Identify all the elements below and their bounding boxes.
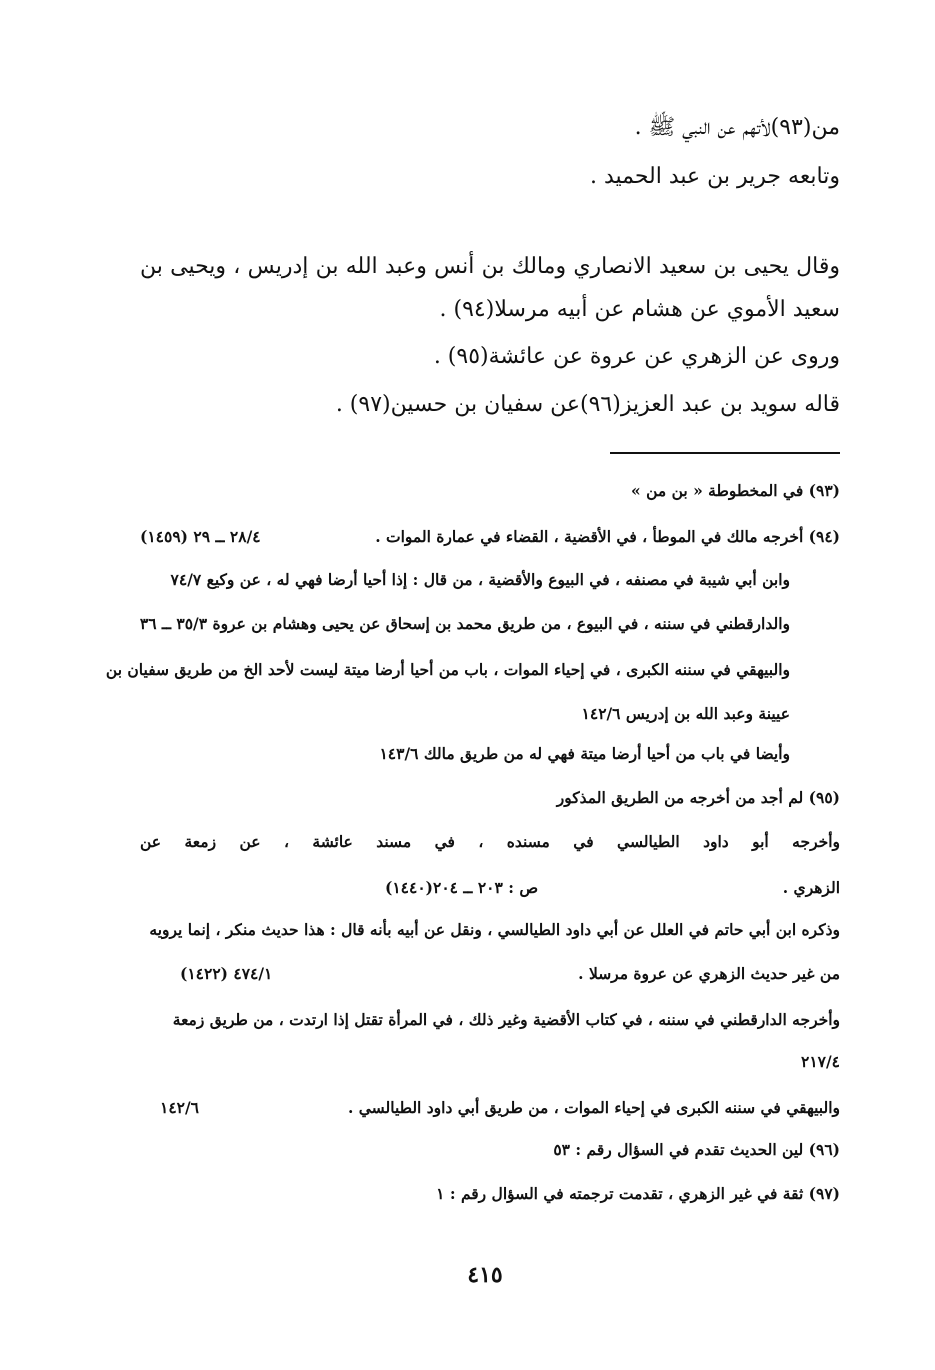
footnote-line: والدارقطني في سننه ، في البيوع ، من طريق محمد بن إسحاق عن يحيى وهشام بن عروة ٣٥/٣ ــ ٣٦	[139, 614, 790, 633]
footnote-reference: ٤٧٤/١ (١٤٢٢)	[180, 964, 273, 983]
footnote-line: الزهري .	[782, 878, 840, 897]
footnote-line: وأخرجه الدارقطني في سننه ، في كتاب الأقضية وغير ذلك ، في المرأة تقتل إذا ارتدت ، من طريق زمعة	[172, 1010, 840, 1029]
footnote-line: عيينة وعبد الله بن إدريس ١٤٢/٦	[581, 704, 790, 723]
main-text-line: وتابعه جرير بن عبد الحميد .	[589, 164, 840, 189]
footnote-line: والبيهقي في سننه الكبرى ، في إحياء الموات ، باب من أحيا أرضا ميتة ليست لأحد الخ من طريق سفيان بن	[105, 660, 790, 679]
footnote-reference: ١٤٢/٦	[160, 1098, 199, 1117]
footnote-separator	[610, 452, 840, 454]
footnote-reference: ٢٨/٤ ــ ٢٩ (١٤٥٩)	[140, 527, 261, 546]
footnote-line: وابن أبي شيبة في مصنفه ، في البيوع والأقضية ، من قال : إذا أحيا أرضا فهي له ، عن وكيع ٧٤/٧	[170, 570, 790, 589]
main-text-line: قاله سويد بن عبد العزيز(٩٦)عن سفيان بن حسين(٩٧) .	[335, 392, 840, 417]
main-text-line: وقال يحيى بن سعيد الانصاري ومالك بن أنس وعبد الله بن إدريس ، ويحيى بن	[140, 254, 840, 279]
footnote-line: من غير حديث الزهري عن عروة مرسلا .	[578, 964, 840, 983]
main-text-line: سعيد الأموي عن هشام عن أبيه مرسلا(٩٤) .	[439, 297, 840, 322]
footnote-93: (٩٣) في المخطوطة « بن من »	[631, 481, 840, 500]
page-number: ٤١٥	[467, 1262, 503, 1288]
footnote-97: (٩٧) ثقة في غير الزهري ، تقدمت ترجمته في السؤال رقم : ١	[436, 1184, 840, 1203]
footnote-96: (٩٦) لين الحديث تقدم في السؤال رقم : ٥٣	[553, 1140, 840, 1159]
main-text-line: وروى عن الزهري عن عروة عن عائشة(٩٥) .	[433, 344, 840, 369]
footnote-line: وأخرجه أبو داود الطيالسي في مسنده ، في مسند عائشة ، عن زمعة عن	[140, 832, 840, 851]
main-text-line: من(٩٣)لأتهم عن النبي ﷺ .	[634, 115, 840, 140]
footnote-reference: ص : ٢٠٣ ــ ٢٠٤(١٤٤٠)	[385, 878, 539, 897]
footnote-95: (٩٥) لم أجد من أخرجه من الطريق المذكور	[556, 788, 840, 807]
footnote-line: وذكره ابن أبي حاتم في العلل عن أبي داود الطيالسي ، ونقل عن أبيه بأنه قال : هذا حديث منكر ، إنما يرويه	[149, 920, 840, 939]
footnote-line: وأيضا في باب من أحيا أرضا ميتة فهي له من طريق مالك ١٤٣/٦	[379, 744, 790, 763]
footnote-94: (٩٤) أخرجه مالك في الموطأ ، في الأقضية ، القضاء في عمارة الموات .	[375, 527, 840, 546]
footnote-line: والبيهقي في سننه الكبرى في إحياء الموات ، من طريق أبي داود الطيالسي .	[347, 1098, 840, 1117]
footnote-line: ٢١٧/٤	[801, 1052, 840, 1071]
